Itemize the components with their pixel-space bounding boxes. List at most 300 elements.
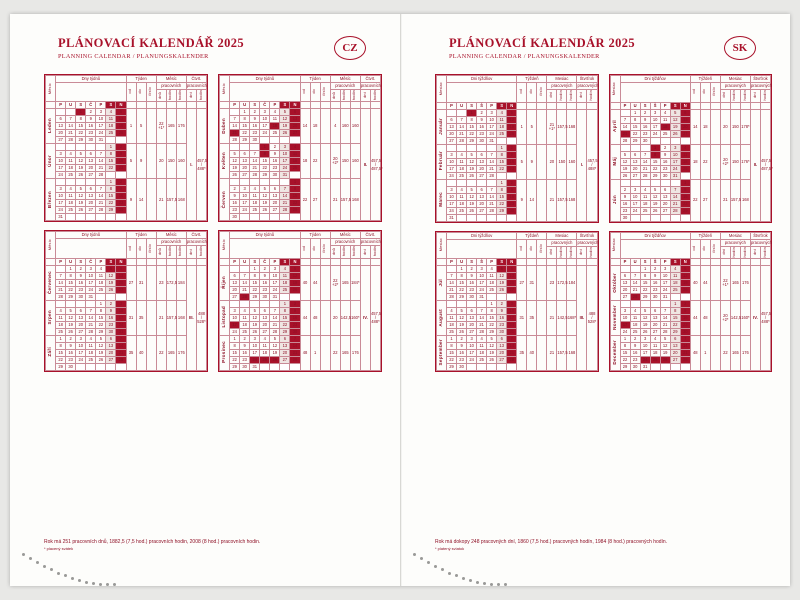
day-cell: 15: [260, 158, 270, 165]
header-m-days-label: dnů: [332, 248, 337, 255]
day-cell: 21: [640, 165, 650, 172]
dayletters-spacer: [610, 102, 620, 109]
week-to-cell: 18: [700, 109, 710, 144]
day-cell: 28: [290, 356, 300, 363]
spiral-dot: [29, 557, 32, 560]
day-letter-6: N: [116, 258, 126, 265]
dayletters-spacer: [220, 102, 230, 109]
day-cell: 4: [447, 308, 457, 315]
day-letter-1: U: [630, 102, 640, 109]
day-cell: 10: [477, 273, 487, 280]
day-cell: 8: [106, 186, 116, 193]
header-m-days: [547, 246, 557, 259]
header-blank: [620, 83, 690, 103]
month-name: Apríl: [611, 120, 617, 133]
header-working-quarter: pracovních: [186, 239, 207, 245]
day-letters-row: [220, 258, 381, 265]
spiral-dot: [99, 583, 102, 586]
day-cell: 11: [96, 272, 106, 279]
day-cell: 29: [290, 207, 300, 214]
day-cell: 31: [507, 329, 517, 336]
day-letter-5: S: [106, 102, 116, 109]
header-working-quarter: pracovných: [750, 239, 772, 245]
header-working: pracovných: [547, 83, 577, 90]
day-cell: 10: [86, 272, 96, 279]
day-cell: 24: [96, 130, 106, 137]
header-q-days-label: dní: [188, 248, 193, 255]
day-letters-row: [46, 258, 207, 265]
header-week-no: [146, 83, 156, 102]
day-cell: [96, 363, 106, 370]
header-week: Týždeň: [690, 232, 720, 239]
header-week-from-label: od: [692, 89, 697, 95]
dayletters-pad-6: [360, 258, 370, 265]
day-cell: 16: [680, 315, 690, 322]
day-cell: [447, 266, 457, 273]
day-cell: 12: [270, 342, 280, 349]
month-name-cell: [437, 266, 447, 301]
week-no-cell: [537, 336, 547, 371]
header-working-quarter: pracovných: [577, 239, 599, 245]
day-cell: 8: [497, 186, 507, 193]
day-cell: 10: [230, 314, 240, 321]
day-cell: 14: [630, 280, 640, 287]
day-cell: 21: [487, 200, 497, 207]
day-cell: 31: [477, 294, 487, 301]
day-cell: 21: [507, 350, 517, 357]
day-cell: 25: [447, 329, 457, 336]
header-week-no: [710, 239, 720, 259]
quarter-hours-cell: 457,5 / 488*: [587, 109, 597, 221]
day-cell: 23: [620, 207, 630, 214]
dayletters-pad-7: [370, 258, 380, 265]
day-cell: 23: [477, 130, 487, 137]
day-cell: [260, 137, 270, 144]
quarter-numeral-cell: II.: [360, 109, 370, 221]
header-week: Týždeň: [517, 232, 547, 239]
day-cell: 20: [280, 349, 290, 356]
header-week-no-label: číslo: [712, 243, 717, 253]
dayletters-pad-2: [710, 259, 720, 266]
week-row: [610, 109, 771, 116]
week-row: [220, 265, 381, 272]
day-cell: 29: [650, 172, 660, 179]
day-cell: 30: [240, 363, 250, 370]
day-cell: 22: [620, 357, 630, 364]
day-cell: 1: [230, 335, 240, 342]
day-cell: 28: [96, 172, 106, 179]
month-name-cell: [437, 336, 447, 371]
day-cell: 8: [457, 273, 467, 280]
table-header-row: [46, 232, 207, 239]
month-name: Máj: [611, 156, 617, 166]
day-cell: 13: [86, 193, 96, 200]
month-hours-cell: 184: [176, 265, 186, 300]
spiral-dot: [85, 581, 88, 584]
table-header-row: [220, 76, 381, 83]
month-name-cell: [437, 109, 447, 144]
month-name-cell: [46, 265, 56, 300]
day-cell: [250, 214, 260, 221]
day-cell: 16: [250, 123, 260, 130]
header-working: pracovních: [330, 83, 360, 90]
dayletters-pad-5: [740, 102, 750, 109]
month-name: Únor: [47, 154, 53, 167]
day-letter-1: U: [66, 102, 76, 109]
day-cell: 12: [640, 315, 650, 322]
day-cell: 24: [270, 286, 280, 293]
month-workdays-cell: 21: [156, 179, 166, 221]
day-cell: [660, 214, 670, 221]
header-q-hours: [760, 246, 770, 259]
day-cell: 9: [620, 193, 630, 200]
day-cell: 15: [640, 280, 650, 287]
header-q-hours-label: hodin: [198, 246, 203, 257]
day-cell: 23: [640, 130, 650, 137]
month-name: Září: [47, 347, 53, 358]
day-cell: [457, 214, 467, 221]
day-cell: 24: [56, 172, 66, 179]
header-m-hours-label: hodín: [558, 90, 563, 101]
day-cell: 21: [630, 287, 640, 294]
month-hours-cell: 176*: [740, 144, 750, 179]
day-cell: 18: [630, 322, 640, 329]
day-cell: 20: [86, 165, 96, 172]
day-cell: 11: [660, 116, 670, 123]
day-cell: 11: [477, 343, 487, 350]
day-cell: [280, 214, 290, 221]
day-cell: 9: [660, 151, 670, 158]
day-letter-6: N: [680, 259, 690, 266]
day-cell: 4: [280, 265, 290, 272]
day-cell: [230, 144, 240, 151]
day-cell: [477, 214, 487, 221]
day-cell: 25: [487, 287, 497, 294]
header-working: pracovných: [547, 239, 577, 246]
day-cell: 7: [507, 336, 517, 343]
day-cell: 21: [116, 349, 126, 356]
week-to-cell: 22: [700, 144, 710, 179]
day-cell: 6: [260, 307, 270, 314]
dayletters-pad-0: [300, 258, 310, 265]
day-cell: 6: [620, 273, 630, 280]
day-letter-0: P: [230, 258, 240, 265]
header-month: Měsíc: [156, 76, 186, 83]
day-cell: 24: [240, 207, 250, 214]
day-cell: 4: [106, 109, 116, 116]
day-letter-1: U: [457, 102, 467, 109]
day-cell: 12: [467, 193, 477, 200]
day-cell: 17: [280, 158, 290, 165]
page-title: PLÁNOVACÍ KALENDÁR 2025: [449, 36, 636, 50]
dayletters-pad-4: [340, 102, 350, 109]
quarter-numeral-cell: III.: [186, 265, 196, 370]
day-cell: 23: [507, 165, 517, 172]
quarter-numeral-cell: IV.: [750, 266, 760, 371]
dayletters-pad-6: [186, 258, 196, 265]
header-month: Měsíc: [330, 232, 360, 239]
day-cell: 21: [56, 286, 66, 293]
day-cell: 11: [457, 158, 467, 165]
table-header-row: [46, 76, 207, 83]
day-cell: 26: [106, 286, 116, 293]
day-cell: [106, 363, 116, 370]
header-week-no: [320, 239, 330, 258]
day-cell: 15: [457, 280, 467, 287]
day-cell: 29: [680, 207, 690, 214]
week-to-cell: 5: [527, 109, 537, 144]
day-cell: 11: [630, 315, 640, 322]
day-cell: 10: [630, 193, 640, 200]
header-week-from: [517, 239, 527, 259]
day-cell: 16: [260, 279, 270, 286]
day-cell: 24: [487, 130, 497, 137]
month-days-cell: 157,5: [557, 109, 567, 144]
day-cell: 20: [507, 280, 517, 287]
day-cell: 17: [507, 315, 517, 322]
table-header-row: [610, 76, 771, 83]
month-name: Február: [438, 151, 444, 171]
header-quarter: Čtvrt.: [186, 232, 206, 239]
day-cell: 22: [56, 356, 66, 363]
day-letter-0: P: [620, 259, 630, 266]
header-week-from: [690, 239, 700, 259]
header-m-hours2-label: hodín: [569, 90, 574, 101]
day-cell: [650, 364, 660, 371]
day-cell: 23: [106, 321, 116, 328]
day-cell: [497, 294, 507, 301]
day-cell: 17: [660, 280, 670, 287]
day-cell: 17: [116, 314, 126, 321]
day-cell: 16: [240, 349, 250, 356]
quarter-hours-cell: 457,5 / 488*: [760, 266, 770, 371]
day-cell: 25: [650, 357, 660, 364]
header-month-col: [46, 232, 56, 258]
header-m-hours2: [567, 246, 577, 259]
month-name: August: [438, 308, 444, 327]
day-letters-row: [610, 259, 771, 266]
day-cell: 9: [457, 343, 467, 350]
day-cell: 4: [290, 144, 300, 151]
header-m-hours2: [350, 90, 360, 102]
week-row: [220, 109, 381, 116]
day-cell: 16: [230, 200, 240, 207]
month-workdays-cell: 4: [330, 109, 340, 144]
month-name: December: [611, 340, 617, 365]
day-cell: 17: [670, 158, 680, 165]
spiral-dot: [497, 583, 500, 586]
day-cell: 17: [487, 123, 497, 130]
day-cell: 6: [477, 151, 487, 158]
dayletters-pad-7: [760, 259, 770, 266]
header-q-hours-label: hodin: [198, 90, 203, 101]
day-cell: 20: [660, 200, 670, 207]
day-cell: [76, 300, 86, 307]
spiral-dot: [490, 583, 493, 586]
dayletters-pad-0: [517, 102, 527, 109]
day-cell: 9: [290, 307, 300, 314]
day-cell: [620, 301, 630, 308]
day-cell: 21: [660, 322, 670, 329]
day-cell: 23: [116, 200, 126, 207]
day-cell: 12: [76, 193, 86, 200]
day-cell: 28: [447, 294, 457, 301]
day-cell: 15: [670, 315, 680, 322]
day-cell: 26: [76, 172, 86, 179]
day-cell: 22: [240, 130, 250, 137]
day-cell: 27: [260, 328, 270, 335]
day-cell: 7: [630, 273, 640, 280]
day-cell: [670, 137, 680, 144]
quarter-box-IV: [609, 231, 773, 373]
day-cell: 17: [630, 200, 640, 207]
week-row: [46, 144, 207, 151]
day-cell: 27: [680, 130, 690, 137]
month-workdays-cell: 22: [720, 336, 730, 371]
table-header-row: [220, 232, 381, 239]
header-blank: [230, 83, 300, 102]
day-letter-0: P: [447, 102, 457, 109]
week-from-cell: 31: [517, 301, 527, 336]
day-cell: 27: [477, 207, 487, 214]
week-no-cell: [537, 144, 547, 179]
day-cell: 31: [447, 214, 457, 221]
day-cell: 31: [487, 137, 497, 144]
day-cell: 28: [66, 137, 76, 144]
day-cell: 6: [680, 109, 690, 116]
day-cell: 19: [620, 165, 630, 172]
dayletters-pad-1: [527, 102, 537, 109]
day-cell: 13: [477, 193, 487, 200]
day-cell: 11: [240, 314, 250, 321]
header-week-no-label: číslo: [712, 87, 717, 97]
month-days-cell: 150: [557, 144, 567, 179]
day-cell: 29: [230, 363, 240, 370]
day-cell: 10: [56, 193, 66, 200]
dayletters-pad-6: [577, 102, 587, 109]
header-month-label: Mesiac: [438, 238, 443, 252]
day-cell: 26: [650, 207, 660, 214]
day-cell: 27: [86, 172, 96, 179]
day-cell: 2: [240, 335, 250, 342]
day-cell: 2: [497, 301, 507, 308]
day-cell: [290, 137, 300, 144]
day-cell: 15: [447, 350, 457, 357]
day-cell: 28: [620, 137, 630, 144]
day-cell: 6: [467, 308, 477, 315]
header-m-days: [156, 246, 166, 258]
day-cell: 18: [86, 349, 96, 356]
header-quarter: Čtvrt.: [360, 76, 380, 83]
spiral-dot: [413, 553, 416, 556]
day-cell: 5: [457, 308, 467, 315]
day-cell: [640, 301, 650, 308]
week-row: [437, 301, 598, 308]
day-cell: 5: [620, 151, 630, 158]
day-cell: 29: [640, 294, 650, 301]
spiral-dot: [78, 579, 81, 582]
month-name-cell: [220, 109, 230, 144]
day-cell: 2: [507, 179, 517, 186]
week-from-cell: 14: [300, 109, 310, 144]
week-from-cell: 22: [690, 179, 700, 221]
day-cell: [240, 214, 250, 221]
day-cell: 7: [116, 335, 126, 342]
day-cell: 5: [467, 186, 477, 193]
day-cell: 19: [640, 322, 650, 329]
day-cell: 1: [250, 265, 260, 272]
spiral-dot: [92, 582, 95, 585]
day-cell: 29: [66, 293, 76, 300]
day-cell: 16: [467, 280, 477, 287]
day-cell: 1: [670, 301, 680, 308]
day-cell: 22: [260, 165, 270, 172]
day-letter-4: P: [96, 258, 106, 265]
header-q-days: [186, 246, 196, 258]
day-letter-4: P: [96, 102, 106, 109]
day-cell: 31: [56, 214, 66, 221]
day-cell: 13: [467, 315, 477, 322]
day-cell: 16: [507, 193, 517, 200]
day-cell: [457, 109, 467, 116]
day-cell: [230, 179, 240, 186]
day-letter-2: S: [467, 259, 477, 266]
dayletters-pad-4: [166, 102, 176, 109]
header-week-to: [700, 239, 710, 259]
header-week-no: [146, 239, 156, 258]
day-cell: 2: [270, 144, 280, 151]
month-days-cell: 160: [340, 109, 350, 144]
week-from-cell: 1: [126, 109, 136, 144]
day-cell: 13: [630, 158, 640, 165]
day-cell: 7: [447, 273, 457, 280]
day-cell: 26: [76, 207, 86, 214]
day-cell: 30: [86, 137, 96, 144]
day-cell: 9: [260, 272, 270, 279]
header-days-of-week: Dny týdnů: [230, 232, 300, 239]
day-cell: [56, 144, 66, 151]
day-cell: [680, 214, 690, 221]
dayletters-pad-0: [690, 259, 700, 266]
day-cell: 30: [467, 294, 477, 301]
month-name: Júl: [438, 278, 444, 287]
day-cell: 12: [116, 116, 126, 123]
day-cell: 19: [497, 280, 507, 287]
day-cell: 6: [56, 116, 66, 123]
header-working-quarter: pracovních: [186, 82, 207, 88]
day-cell: 6: [106, 335, 116, 342]
quarter-table: [45, 75, 207, 221]
day-cell: 26: [620, 172, 630, 179]
day-cell: 28: [630, 294, 640, 301]
month-name: Březen: [47, 190, 53, 208]
day-cell: 28: [250, 172, 260, 179]
day-cell: 6: [280, 335, 290, 342]
day-cell: 8: [240, 116, 250, 123]
day-cell: 3: [447, 186, 457, 193]
day-cell: 17: [250, 349, 260, 356]
spiral-dot: [57, 572, 60, 575]
header-blank: [56, 83, 126, 102]
day-cell: 26: [660, 357, 670, 364]
day-cell: 20: [240, 165, 250, 172]
spiral-dot: [455, 574, 458, 577]
month-days-cell: 172,5: [557, 266, 567, 301]
day-cell: 11: [290, 151, 300, 158]
dayletters-pad-4: [730, 102, 740, 109]
day-cell: 17: [447, 200, 457, 207]
day-cell: 19: [230, 165, 240, 172]
